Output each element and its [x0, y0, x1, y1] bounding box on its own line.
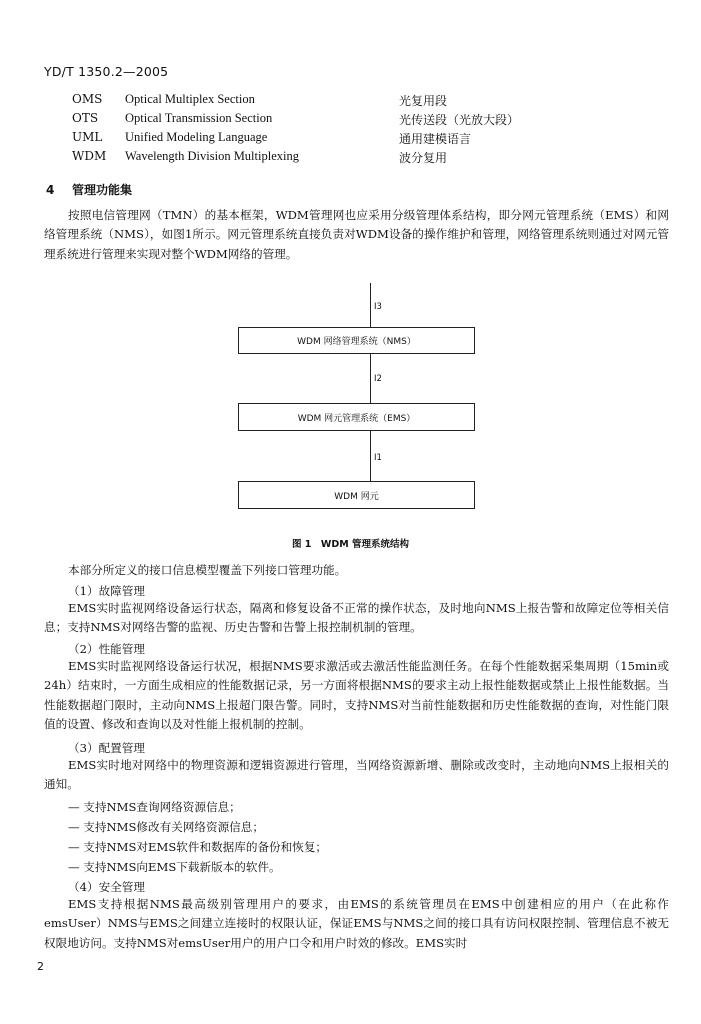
config-list-item: — 支持NMS查询网络资源信息；	[68, 800, 241, 814]
ems-box-label: WDM 网元管理系统（EMS）	[297, 413, 416, 424]
ems-box	[238, 403, 475, 431]
security-management-text: EMS支持根据NMS最高级别管理用户的要求，由EMS的系统管理员在EMS中创建相应的用户（在此称作emsUser）NMS与EMS之间建立连接时的权限认证，保证EMS与NMS之间的接口具有访问权限控制、管理信息不被无权限地访问。支持NMS对emsUser用户的用户口令和用户时效的修改。EMS实时	[44, 897, 669, 950]
abbr-english: Optical Multiplex Section	[125, 92, 255, 106]
scope-paragraph: 本部分所定义的接口信息模型覆盖下列接口管理功能。	[68, 563, 347, 577]
abbr-code: OTS	[72, 111, 99, 125]
performance-management-text: EMS实时监视网络设备运行状况，根据NMS要求激活或去激活性能监测任务。在每个性能数据采集周期（15min或24h）结束时，一方面生成相应的性能数据记录，另一方面将根据NMS的要求主动上报性能数据或禁止上报性能数据。当性能数据超门限时，主动向NMS上报超门限告警。同时，支持NMS对当前性能数据和历史性能数据的查询，对性能门限值的设置、修改和查询以及对性能上报机制的控制。	[44, 659, 669, 732]
i3-connector-line	[370, 283, 371, 327]
abbr-chinese: 光传送段（光放大段）	[399, 113, 520, 127]
config-list-item: — 支持NMS修改有关网络资源信息；	[68, 820, 264, 834]
configuration-management-text: EMS实时地对网络中的物理资源和逻辑资源进行管理，当网络资源新增、删除或改变时，主动地向NMS上报相关的通知。	[44, 758, 669, 792]
security-management-heading: （4）安全管理	[68, 880, 145, 894]
abbreviation-row	[72, 149, 632, 167]
performance-management-heading: （2）性能管理	[68, 642, 145, 656]
figure-caption: 图 1 WDM 管理系统结构	[291, 539, 410, 550]
page-number: 2	[37, 960, 44, 973]
abbr-english: Optical Transmission Section	[125, 111, 273, 125]
i1-interface-label: I1	[374, 453, 382, 463]
config-list-item: — 支持NMS对EMS软件和数据库的备份和恢复；	[68, 840, 328, 854]
nms-box	[238, 327, 475, 354]
abbr-english: Wavelength Division Multiplexing	[125, 149, 299, 163]
figure-wdm-management-structure	[0, 283, 701, 553]
abbr-code: WDM	[72, 149, 107, 163]
i3-interface-label: I3	[374, 302, 382, 312]
section-title: 管理功能集	[72, 183, 133, 197]
document-header-id: YD/T 1350.2—2005	[44, 64, 169, 79]
nms-box-label: WDM 网络管理系统（NMS）	[297, 337, 416, 347]
i1-connector-line	[370, 431, 371, 481]
network-element-box	[238, 481, 475, 509]
abbr-chinese: 波分复用	[399, 151, 448, 165]
abbreviation-row	[72, 92, 632, 110]
config-list-item: — 支持NMS向EMS下载新版本的软件。	[68, 860, 281, 874]
network-element-box-label: WDM 网元	[334, 491, 379, 502]
abbr-chinese: 通用建模语言	[399, 132, 472, 146]
abbreviation-row	[72, 111, 632, 129]
abbr-code: UML	[72, 130, 103, 144]
abbreviation-row	[72, 130, 632, 148]
section-number: 4	[46, 183, 55, 197]
configuration-management-heading: （3）配置管理	[68, 741, 145, 755]
fault-management-text: EMS实时监视网络设备运行状态，隔离和修复设备不正常的操作状态，及时地向NMS上报告警和故障定位等相关信息；支持NMS对网络告警的监视、历史告警和告警上报控制机制的管理。	[44, 601, 669, 635]
abbr-chinese: 光复用段	[399, 94, 448, 108]
intro-paragraph: 按照电信管理网（TMN）的基本框架，WDM管理网也应采用分级管理体系结构，即分网元管理系统（EMS）和网络管理系统（NMS），如图1所示。网元管理系统直接负责对WDM设备的操作维护和管理，网络管理系统则通过对网元管理系统进行管理来实现对整个WDM网络的管理。	[44, 208, 669, 261]
abbr-english: Unified Modeling Language	[125, 130, 268, 144]
i2-interface-label: I2	[374, 374, 382, 384]
i2-connector-line	[370, 354, 371, 403]
section-heading	[46, 181, 132, 198]
fault-management-heading: （1）故障管理	[68, 584, 145, 598]
abbr-code: OMS	[72, 92, 103, 106]
